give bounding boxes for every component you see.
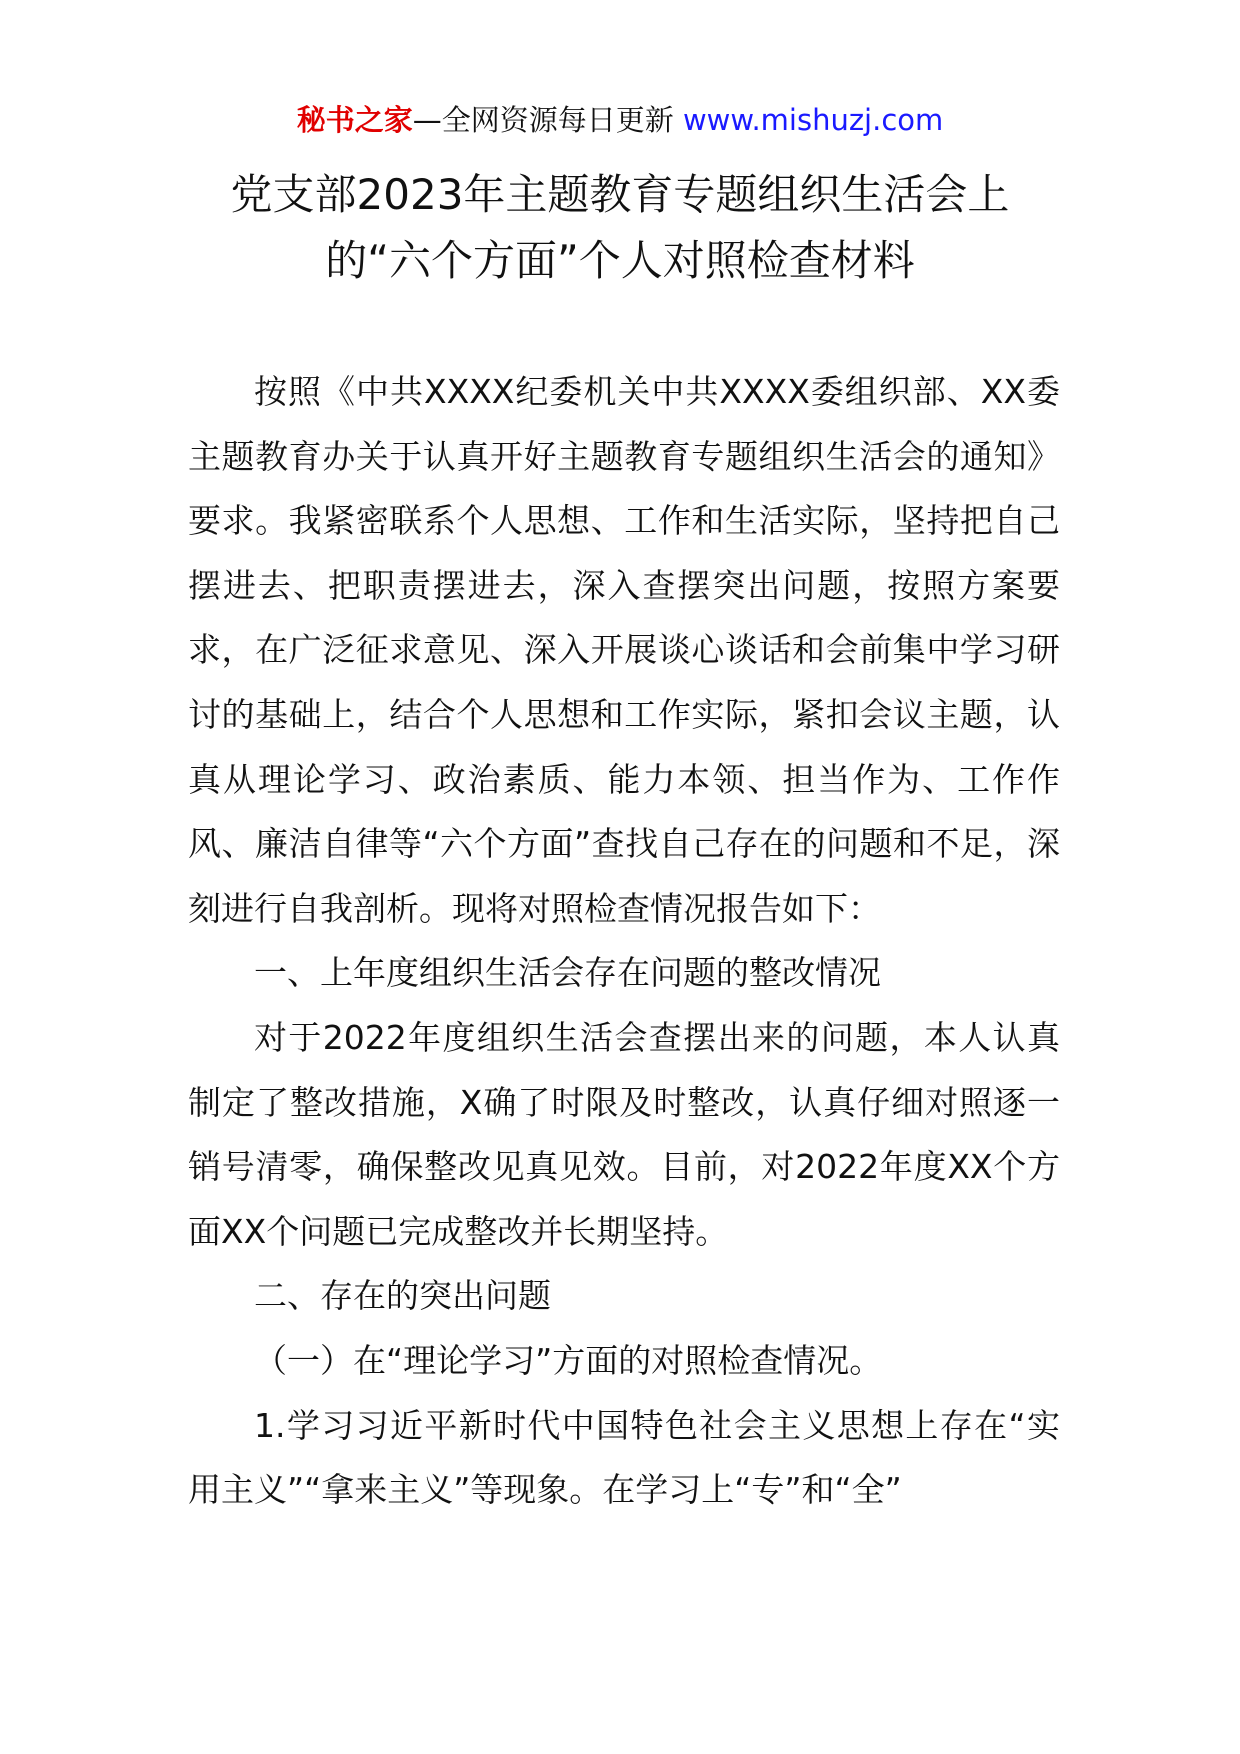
watermark-tagline: —全网资源每日更新 [412,103,683,137]
section-heading-2: 二、存在的突出问题 [254,1276,551,1316]
title-line-2: 的“六个方面”个人对照检查材料 [325,236,915,285]
watermark-brand: 秘书之家 [296,103,413,137]
document-title [160,162,1080,294]
title-line-1: 党支部2023年主题教育专题组织生活会上 [230,170,1010,219]
watermark-header [0,100,1240,140]
section-heading-1: 一、上年度组织生活会存在问题的整改情况 [254,953,881,993]
section-1-paragraph: 对于2022年度组织生活会查摆出来的问题，本人认真制定了整改措施，X确了时限及时整改，认真仔细对照逐一销号清零，确保整改见真见效。目前，对2022年度XX个方面XX个问题已完成整改并长期坚持。 [188,1017,1060,1251]
watermark-url[interactable]: www.mishuzj.com [682,103,944,137]
item-paragraph-1: 1.学习习近平新时代中国特色社会主义思想上存在“实用主义”“拿来主义”等现象。在学习上“专”和“全” [188,1405,1060,1510]
document-body [188,360,1060,1523]
intro-paragraph: 按照《中共XXXX纪委机关中共XXXX委组织部、XX委主题教育办关于认真开好主题教育专题组织生活会的通知》要求。我紧密联系个人思想、工作和生活实际，坚持把自己摆进去、把职责摆进去，深入查摆突出问题，按照方案要求，在广泛征求意见、深入开展谈心谈话和会前集中学习研讨的基础上，结合个人思想和工作实际，紧扣会议主题，认真从理论学习、政治素质、能力本领、担当作为、工作作风、廉洁自律等“六个方面”查找自己存在的问题和不足，深刻进行自我剖析。现将对照检查情况报告如下： [188,372,1060,928]
subsection-heading-1: （一）在“理论学习”方面的对照检查情况。 [254,1340,883,1380]
